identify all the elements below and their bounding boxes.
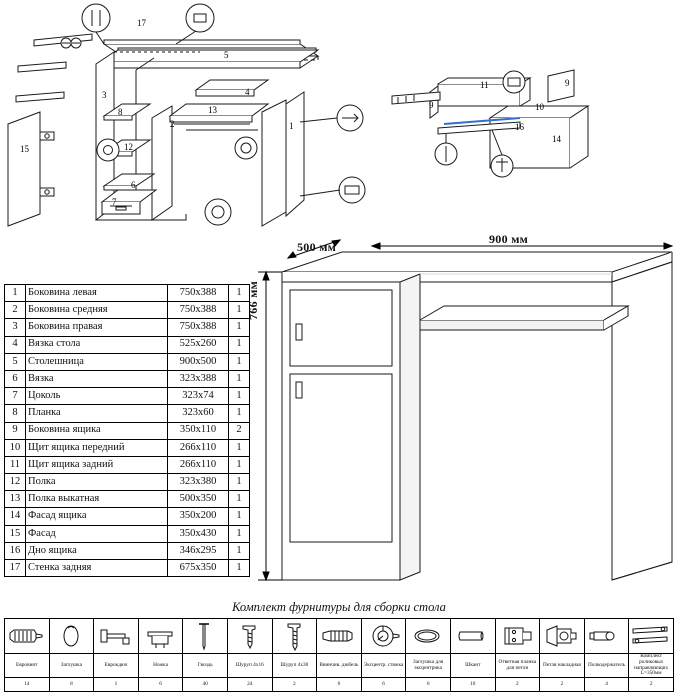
cam-lock-icon xyxy=(361,619,406,654)
part-dimension: 266х110 xyxy=(168,456,229,473)
table-row xyxy=(5,456,250,473)
part-name: Столешница xyxy=(26,353,168,370)
dimension-depth: 500 мм xyxy=(297,240,337,254)
part-dimension: 350х110 xyxy=(168,422,229,439)
part-name: Планка xyxy=(26,405,168,422)
svg-text:12: 12 xyxy=(124,142,133,152)
part-number: 12 xyxy=(5,474,26,491)
hardware-quantity: 2 xyxy=(540,678,585,692)
svg-text:14: 14 xyxy=(552,134,561,144)
part-quantity: 1 xyxy=(229,370,250,387)
part-number: 8 xyxy=(5,405,26,422)
dimension-width: 900 мм xyxy=(489,232,529,246)
hardware-table-wrap xyxy=(4,618,674,692)
nail-icon xyxy=(183,619,228,654)
hardware-label: Эксцентр. стяжка xyxy=(361,654,406,678)
part-number: 7 xyxy=(5,388,26,405)
part-quantity: 2 xyxy=(229,422,250,439)
euro-screw-icon xyxy=(5,619,50,654)
part-number: 14 xyxy=(5,508,26,525)
hardware-label: Шкант xyxy=(450,654,495,678)
part-number: 3 xyxy=(5,319,26,336)
dowel-icon xyxy=(450,619,495,654)
table-row xyxy=(5,439,250,456)
hardware-quantity: 6 xyxy=(138,678,183,692)
part-number: 11 xyxy=(5,456,26,473)
part-quantity: 1 xyxy=(229,560,250,577)
roller-rails-icon xyxy=(629,619,674,654)
part-quantity: 1 xyxy=(229,542,250,559)
part-quantity: 1 xyxy=(229,456,250,473)
part-number: 1 xyxy=(5,285,26,302)
part-quantity: 1 xyxy=(229,353,250,370)
part-dimension: 266х110 xyxy=(168,439,229,456)
part-dimension: 750х388 xyxy=(168,285,229,302)
hardware-label: Ответная планка для петли xyxy=(495,654,540,678)
table-row xyxy=(5,560,250,577)
svg-text:4: 4 xyxy=(245,87,250,97)
part-quantity: 1 xyxy=(229,491,250,508)
hardware-quantity: 8 xyxy=(49,678,94,692)
hardware-label: Заглушка xyxy=(49,654,94,678)
svg-text:3: 3 xyxy=(102,90,107,100)
part-number: 13 xyxy=(5,491,26,508)
hardware-quantity: 10 xyxy=(450,678,495,692)
part-name: Стенка задняя xyxy=(26,560,168,577)
dimension-height: 766 мм xyxy=(246,280,260,320)
leg-icon xyxy=(138,619,183,654)
part-dimension: 675х350 xyxy=(168,560,229,577)
table-row xyxy=(5,388,250,405)
hardware-label: Шуруп 4х30 xyxy=(272,654,317,678)
part-dimension: 350х430 xyxy=(168,525,229,542)
cap-icon xyxy=(49,619,94,654)
part-name: Боковина ящика xyxy=(26,422,168,439)
part-name: Щит ящика передний xyxy=(26,439,168,456)
hardware-title: Комплект фурнитуры для сборки стола xyxy=(232,600,446,614)
shelf-holder-icon xyxy=(584,619,629,654)
hardware-label: Гвоздь xyxy=(183,654,228,678)
hardware-label: Петля накладная xyxy=(540,654,585,678)
svg-text:17: 17 xyxy=(137,18,146,28)
part-number: 10 xyxy=(5,439,26,456)
screw-4x16-icon xyxy=(227,619,272,654)
hardware-quantity: 2 xyxy=(272,678,317,692)
part-quantity: 1 xyxy=(229,405,250,422)
screw-4x30-icon xyxy=(272,619,317,654)
svg-text:8: 8 xyxy=(118,107,123,117)
hardware-quantity: 24 xyxy=(227,678,272,692)
hardware-quantity: 1 xyxy=(94,678,139,692)
part-name: Полка xyxy=(26,474,168,491)
table-row xyxy=(5,474,250,491)
table-row xyxy=(5,491,250,508)
svg-text:11: 11 xyxy=(480,80,489,90)
part-name: Фасад xyxy=(26,525,168,542)
part-number: 6 xyxy=(5,370,26,387)
hardware-quantity: 2 xyxy=(629,678,674,692)
part-dimension: 323х380 xyxy=(168,474,229,491)
part-number: 9 xyxy=(5,422,26,439)
euro-key-icon xyxy=(94,619,139,654)
svg-text:10: 10 xyxy=(535,102,544,112)
part-dimension: 346х295 xyxy=(168,542,229,559)
hardware-table xyxy=(4,618,674,692)
svg-text:1: 1 xyxy=(289,121,294,131)
hardware-label: Заглушка для эксцентрика xyxy=(406,654,451,678)
svg-text:9: 9 xyxy=(565,78,570,88)
part-dimension: 323х60 xyxy=(168,405,229,422)
part-dimension: 750х388 xyxy=(168,319,229,336)
hardware-label: Евровинт xyxy=(5,654,50,678)
table-row xyxy=(5,508,250,525)
table-row xyxy=(5,302,250,319)
part-dimension: 900х500 xyxy=(168,353,229,370)
table-row xyxy=(5,353,250,370)
screw-dowel-icon xyxy=(317,619,362,654)
part-number: 16 xyxy=(5,542,26,559)
hardware-label: Еврокдюч xyxy=(94,654,139,678)
hardware-quantity: 6 xyxy=(361,678,406,692)
cam-cap-icon xyxy=(406,619,451,654)
table-row xyxy=(5,336,250,353)
part-dimension: 500х350 xyxy=(168,491,229,508)
part-number: 4 xyxy=(5,336,26,353)
part-quantity: 1 xyxy=(229,388,250,405)
svg-text:5: 5 xyxy=(224,50,229,60)
part-name: Вязка стола xyxy=(26,336,168,353)
hinge-icon xyxy=(540,619,585,654)
hardware-quantity: 2 xyxy=(495,678,540,692)
part-name: Фасад ящика xyxy=(26,508,168,525)
part-name: Боковина правая xyxy=(26,319,168,336)
svg-text:9: 9 xyxy=(429,100,434,110)
part-number: 2 xyxy=(5,302,26,319)
parts-table xyxy=(4,284,250,577)
hardware-label: Шуруп 4х16 xyxy=(227,654,272,678)
part-quantity: 1 xyxy=(229,336,250,353)
part-quantity: 1 xyxy=(229,525,250,542)
part-name: Боковина левая xyxy=(26,285,168,302)
table-row xyxy=(5,525,250,542)
part-quantity: 1 xyxy=(229,474,250,491)
part-name: Вязка xyxy=(26,370,168,387)
part-dimension: 323х388 xyxy=(168,370,229,387)
part-quantity: 1 xyxy=(229,508,250,525)
svg-text:16: 16 xyxy=(515,122,524,132)
hinge-plate-icon xyxy=(495,619,540,654)
hardware-label: Полкодержатель xyxy=(584,654,629,678)
table-row xyxy=(5,405,250,422)
part-quantity: 1 xyxy=(229,285,250,302)
svg-text:6: 6 xyxy=(131,180,136,190)
hardware-label: Комплект роликовых направляющих L=350мм xyxy=(629,654,674,678)
part-quantity: 1 xyxy=(229,302,250,319)
part-name: Щит ящика задний xyxy=(26,456,168,473)
part-dimension: 323х74 xyxy=(168,388,229,405)
hardware-quantity: 4 xyxy=(584,678,629,692)
part-number: 15 xyxy=(5,525,26,542)
svg-text:7: 7 xyxy=(112,197,117,207)
hardware-label: Ножка xyxy=(138,654,183,678)
part-dimension: 750х388 xyxy=(168,302,229,319)
part-dimension: 525х260 xyxy=(168,336,229,353)
part-number: 17 xyxy=(5,560,26,577)
part-name: Цоколь xyxy=(26,388,168,405)
hardware-quantity: 14 xyxy=(5,678,50,692)
table-row xyxy=(5,319,250,336)
part-name: Дно ящика xyxy=(26,542,168,559)
part-number: 5 xyxy=(5,353,26,370)
part-dimension: 350х200 xyxy=(168,508,229,525)
part-name: Полка выкатная xyxy=(26,491,168,508)
table-row xyxy=(5,370,250,387)
table-row xyxy=(5,422,250,439)
svg-text:13: 13 xyxy=(208,105,217,115)
svg-text:15: 15 xyxy=(20,144,29,154)
part-quantity: 1 xyxy=(229,439,250,456)
hardware-quantity: 6 xyxy=(317,678,362,692)
hardware-quantity: 6 xyxy=(406,678,451,692)
svg-text:2: 2 xyxy=(170,119,175,129)
hardware-label: Ввинчив. дюбель xyxy=(317,654,362,678)
part-name: Боковина средняя xyxy=(26,302,168,319)
part-quantity: 1 xyxy=(229,319,250,336)
table-row xyxy=(5,542,250,559)
table-row xyxy=(5,285,250,302)
hardware-quantity: 40 xyxy=(183,678,228,692)
